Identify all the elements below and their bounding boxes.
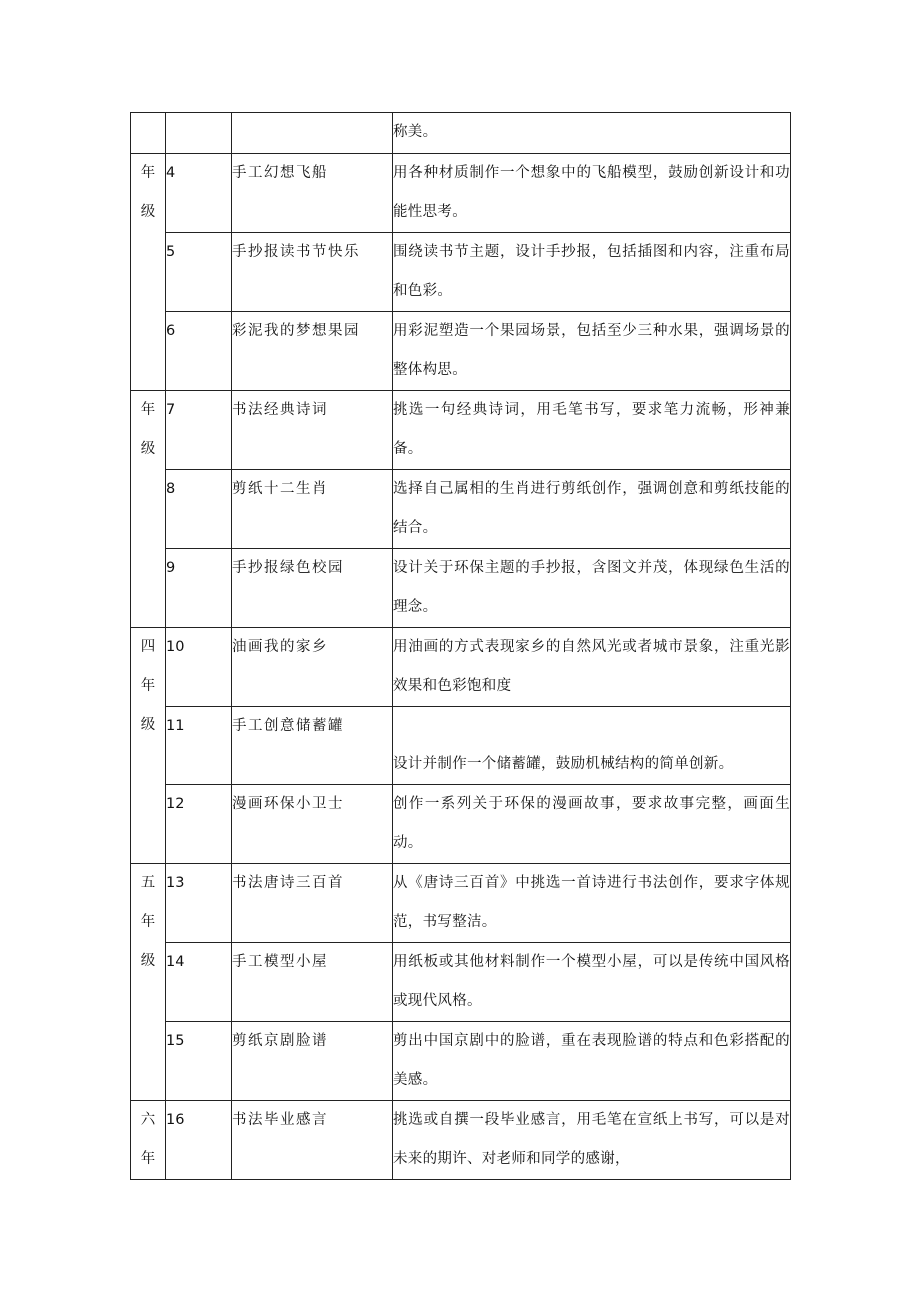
title-cell: 书法唐诗三百首 bbox=[232, 864, 393, 943]
number-cell: 12 bbox=[166, 785, 232, 864]
number-cell: 8 bbox=[166, 470, 232, 549]
table-row bbox=[131, 154, 791, 233]
grade-char: 级 bbox=[140, 204, 156, 220]
title-cell: 手工幻想飞船 bbox=[232, 154, 393, 233]
title-cell bbox=[232, 113, 393, 154]
grade-cell bbox=[131, 864, 166, 1101]
table-row bbox=[131, 113, 791, 154]
description-cell: 围绕读书节主题，设计手抄报，包括插图和内容，注重布局和色彩。 bbox=[393, 233, 791, 312]
table-row bbox=[131, 391, 791, 470]
grade-char: 年 bbox=[140, 914, 156, 930]
title-cell: 彩泥我的梦想果园 bbox=[232, 312, 393, 391]
number-cell bbox=[166, 113, 232, 154]
grade-cell bbox=[131, 154, 166, 391]
description-cell: 设计关于环保主题的手抄报，含图文并茂，体现绿色生活的理念。 bbox=[393, 549, 791, 628]
title-cell: 手工模型小屋 bbox=[232, 943, 393, 1022]
description-cell: 用纸板或其他材料制作一个模型小屋，可以是传统中国风格或现代风格。 bbox=[393, 943, 791, 1022]
title-cell: 手抄报读书节快乐 bbox=[232, 233, 393, 312]
description-cell: 用各种材质制作一个想象中的飞船模型，鼓励创新设计和功能性思考。 bbox=[393, 154, 791, 233]
grade-char: 级 bbox=[140, 441, 156, 457]
grade-cell bbox=[131, 391, 166, 628]
title-cell: 书法经典诗词 bbox=[232, 391, 393, 470]
grade-cell bbox=[131, 113, 166, 154]
title-cell: 漫画环保小卫士 bbox=[232, 785, 393, 864]
grade-char: 四 bbox=[140, 639, 156, 655]
description-cell: 称美。 bbox=[393, 113, 791, 154]
number-cell: 4 bbox=[166, 154, 232, 233]
grade-char: 六 bbox=[140, 1112, 156, 1128]
table-row bbox=[131, 707, 791, 785]
number-cell: 9 bbox=[166, 549, 232, 628]
activity-table bbox=[130, 112, 791, 1180]
number-cell: 14 bbox=[166, 943, 232, 1022]
grade-char: 年 bbox=[140, 402, 156, 418]
number-cell: 5 bbox=[166, 233, 232, 312]
table-row bbox=[131, 1101, 791, 1180]
table-row bbox=[131, 470, 791, 549]
grade-cell bbox=[131, 628, 166, 864]
title-cell: 剪纸京剧脸谱 bbox=[232, 1022, 393, 1101]
table-row bbox=[131, 549, 791, 628]
number-cell: 13 bbox=[166, 864, 232, 943]
table-row bbox=[131, 628, 791, 707]
number-cell: 11 bbox=[166, 707, 232, 785]
number-cell: 6 bbox=[166, 312, 232, 391]
number-cell: 16 bbox=[166, 1101, 232, 1180]
grade-char: 五 bbox=[140, 875, 156, 891]
description-cell: 用彩泥塑造一个果园场景，包括至少三种水果，强调场景的整体构思。 bbox=[393, 312, 791, 391]
grade-cell bbox=[131, 1101, 166, 1180]
table-row bbox=[131, 943, 791, 1022]
table-row bbox=[131, 312, 791, 391]
grade-char: 级 bbox=[140, 953, 156, 969]
table-row bbox=[131, 233, 791, 312]
grade-char: 年 bbox=[140, 678, 156, 694]
description-cell: 创作一系列关于环保的漫画故事，要求故事完整，画面生动。 bbox=[393, 785, 791, 864]
description-cell: 选择自己属相的生肖进行剪纸创作，强调创意和剪纸技能的结合。 bbox=[393, 470, 791, 549]
title-cell: 油画我的家乡 bbox=[232, 628, 393, 707]
table-row bbox=[131, 785, 791, 864]
description-cell: 设计并制作一个储蓄罐，鼓励机械结构的简单创新。 bbox=[393, 707, 791, 785]
description-cell: 用油画的方式表现家乡的自然风光或者城市景象，注重光影效果和色彩饱和度 bbox=[393, 628, 791, 707]
title-cell: 剪纸十二生肖 bbox=[232, 470, 393, 549]
number-cell: 7 bbox=[166, 391, 232, 470]
table-row bbox=[131, 1022, 791, 1101]
table-row bbox=[131, 864, 791, 943]
title-cell: 手工创意储蓄罐 bbox=[232, 707, 393, 785]
description-cell: 剪出中国京剧中的脸谱，重在表现脸谱的特点和色彩搭配的美感。 bbox=[393, 1022, 791, 1101]
description-cell: 挑选一句经典诗词，用毛笔书写，要求笔力流畅，形神兼备。 bbox=[393, 391, 791, 470]
description-cell: 从《唐诗三百首》中挑选一首诗进行书法创作，要求字体规范，书写整洁。 bbox=[393, 864, 791, 943]
number-cell: 10 bbox=[166, 628, 232, 707]
description-cell: 挑选或自撰一段毕业感言，用毛笔在宣纸上书写，可以是对未来的期许、对老师和同学的感谢， bbox=[393, 1101, 791, 1180]
title-cell: 手抄报绿色校园 bbox=[232, 549, 393, 628]
title-cell: 书法毕业感言 bbox=[232, 1101, 393, 1180]
grade-char: 级 bbox=[140, 717, 156, 733]
grade-char: 年 bbox=[140, 165, 156, 181]
number-cell: 15 bbox=[166, 1022, 232, 1101]
grade-char: 年 bbox=[140, 1151, 156, 1167]
